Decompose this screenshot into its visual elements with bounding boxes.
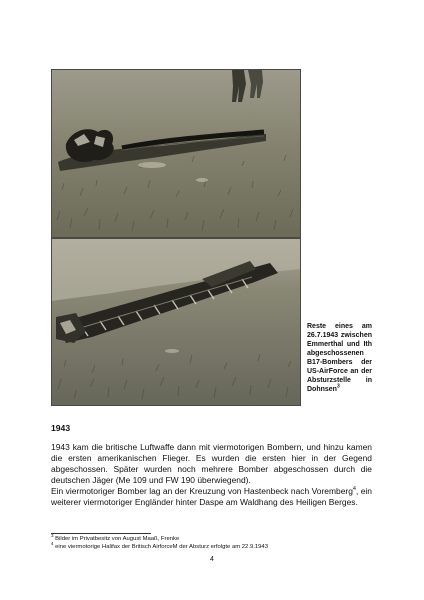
footnote-3 <box>51 533 381 544</box>
footnote-divider <box>51 533 151 534</box>
section-heading: 1943 <box>51 423 71 433</box>
footnote-4-number: 4 <box>51 540 54 546</box>
paragraph-2-part-b: , ein weiterer viermotoriger Engländer hinter Daspe am Waldhang des Heiligen Berges. <box>51 486 372 507</box>
paragraph-2-part-a: Ein viermotoriger Bomber lag an der Kreuzung von Hastenbeck nach Voremberg <box>51 486 353 496</box>
footnotes <box>51 533 381 551</box>
photo-caption <box>307 322 372 394</box>
footnote-3-text: Bilder im Privatbesitz von August Maaß, Frenke <box>53 536 180 542</box>
footnote-4 <box>51 540 381 552</box>
paragraph-2 <box>51 486 372 508</box>
wreck-photo-top <box>51 69 301 238</box>
photo-caption-text: Reste eines am 26.7.1943 zwischen Emmerthal und Ith abgeschossenen B17-Bombers der US-AirForce an der Absturzstelle in Dohnsen <box>307 323 372 393</box>
footnote-3-number: 3 <box>51 533 54 539</box>
wreck-photo-bottom <box>51 238 301 406</box>
paragraph-2-footnote-ref: 4 <box>352 486 356 493</box>
paragraph-1: 1943 kam die britische Luftwaffe dann mit viermotorigen Bombern, und hinzu kamen die ersten amerikanischen Flieger. Es wurden die ersten hier in der Gegend abgeschossen. Später wurden noch mehrere Bomber abgeschossen durch die deutschen Jäger (Me 109 und FW 190 überwiegend). <box>51 442 372 485</box>
section-body <box>51 442 372 508</box>
caption-footnote-ref: 3 <box>336 383 340 390</box>
footnote-4-text: eine viermotorige Halifax der Britisch AirforceM der Absturz erfolgte am 22.9.1943 <box>53 543 268 550</box>
page-number: 4 <box>210 556 214 563</box>
